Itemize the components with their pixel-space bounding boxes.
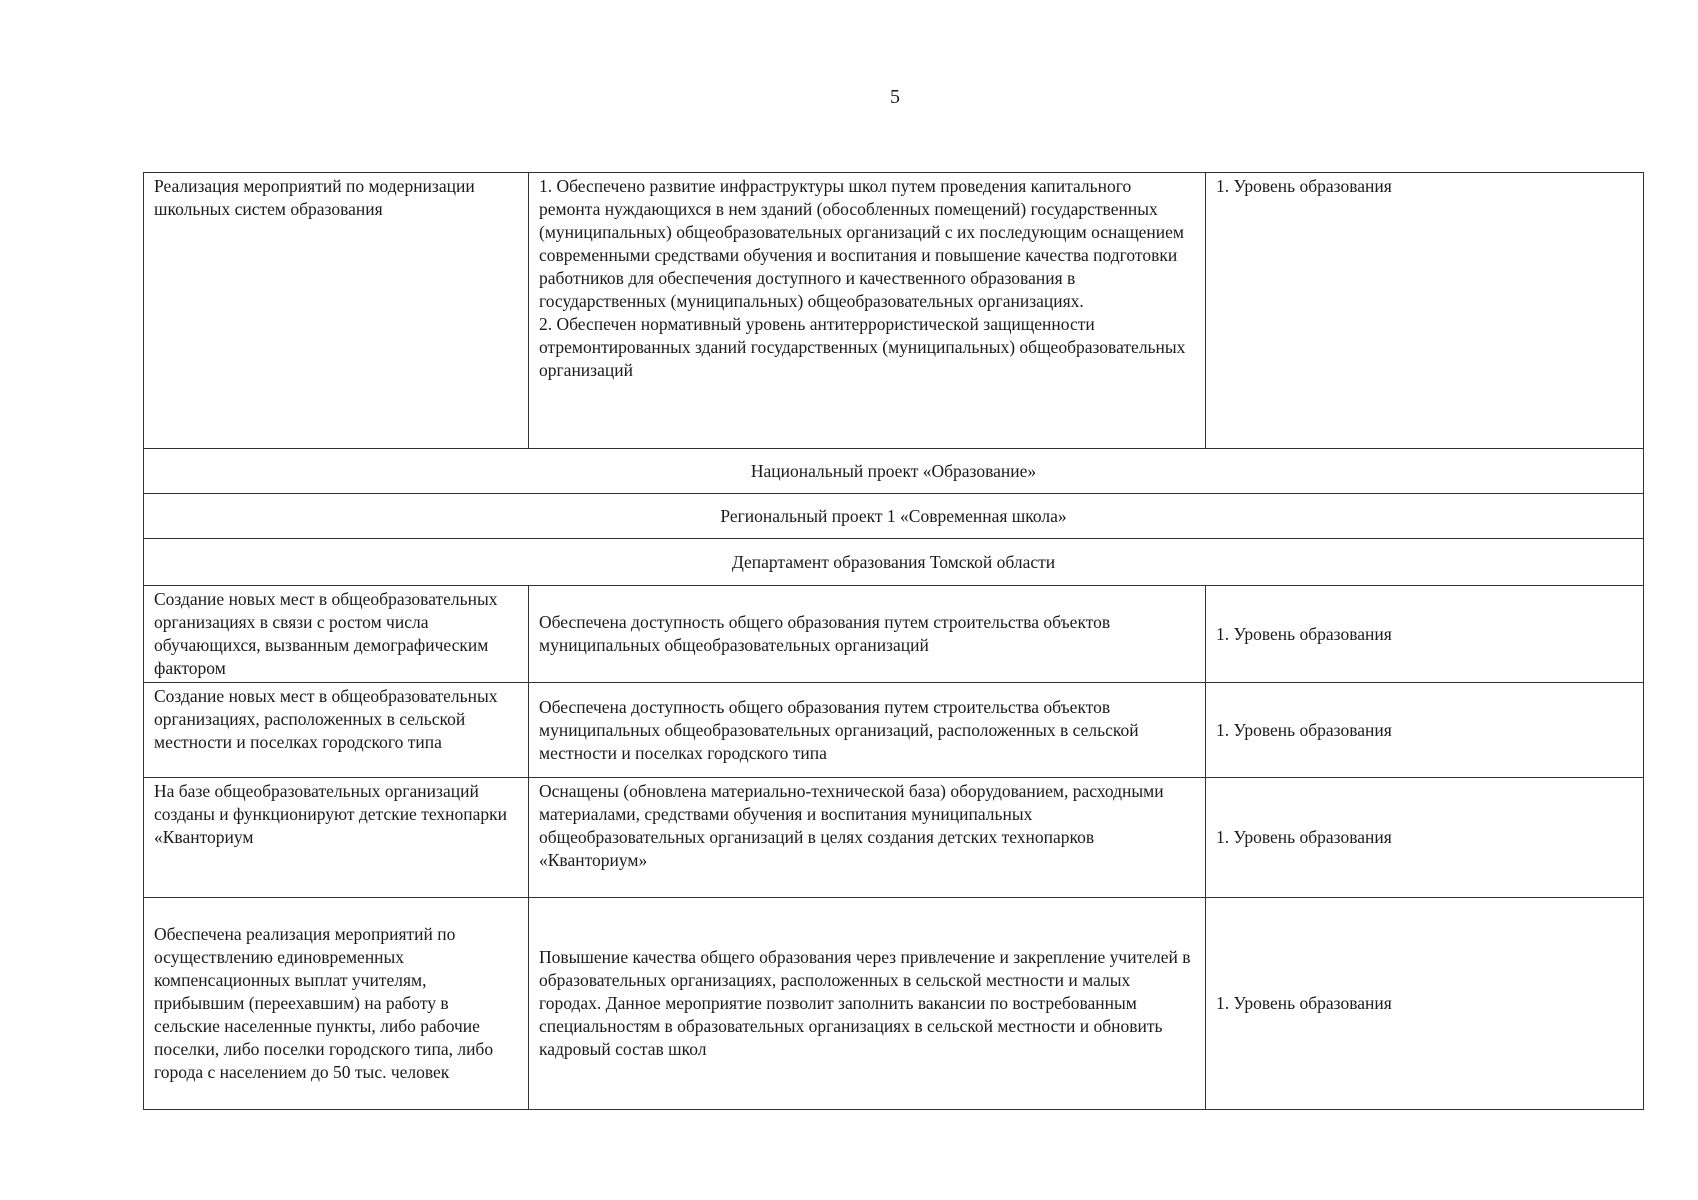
department-header: Департамент образования Томской области bbox=[144, 539, 1644, 586]
indicator-cell: 1. Уровень образования bbox=[1206, 898, 1644, 1110]
result-cell: Повышение качества общего образования через привлечение и закрепление учителей в образовательных организациях, расположенных в сельской местности и малых городах. Данное мероприятие позволит заполнить вакансии по востребованным специальностям в образовательных организациях в сельской местности и обновить кадровый состав школ bbox=[529, 898, 1206, 1110]
results-table bbox=[143, 172, 1644, 1110]
national-project-header: Национальный проект «Образование» bbox=[144, 449, 1644, 494]
section-header-row bbox=[144, 449, 1644, 494]
result-cell: Оснащены (обновлена материально-технической база) оборудованием, расходными материалами, средствами обучения и воспитания муниципальных общеобразовательных организаций в целях создания детских технопарков «Кванториум» bbox=[529, 778, 1206, 898]
indicator-cell: 1. Уровень образования bbox=[1206, 586, 1644, 683]
regional-project-header: Региональный проект 1 «Современная школа» bbox=[144, 494, 1644, 539]
table-row bbox=[144, 683, 1644, 778]
table-row bbox=[144, 586, 1644, 683]
activity-cell: Создание новых мест в общеобразовательных организациях, расположенных в сельской местности и поселках городского типа bbox=[144, 683, 529, 778]
result-paragraph: 2. Обеспечен нормативный уровень антитеррористической защищенности отремонтированных зданий государственных (муниципальных) общеобразовательных организаций bbox=[539, 314, 1186, 380]
section-header-row bbox=[144, 539, 1644, 586]
result-cell: Обеспечена доступность общего образования путем строительства объектов муниципальных общеобразовательных организаций, расположенных в сельской местности и поселках городского типа bbox=[529, 683, 1206, 778]
indicator-cell: 1. Уровень образования bbox=[1206, 683, 1644, 778]
table-row bbox=[144, 898, 1644, 1110]
result-cell bbox=[529, 173, 1206, 449]
section-header-row bbox=[144, 494, 1644, 539]
result-paragraph: 1. Обеспечено развитие инфраструктуры школ путем проведения капитального ремонта нуждающихся в нем зданий (обособленных помещений) государственных (муниципальных) общеобразовательных организаций с их последующим оснащением современными средствами обучения и воспитания и повышение качества подготовки работников для обеспечения доступного и качественного образования в государственных (муниципальных) общеобразовательных организациях. bbox=[539, 176, 1185, 311]
table-row bbox=[144, 778, 1644, 898]
indicator-cell: 1. Уровень образования bbox=[1206, 173, 1644, 449]
activity-cell: Реализация мероприятий по модернизации школьных систем образования bbox=[144, 173, 529, 449]
activity-cell: Обеспечена реализация мероприятий по осуществлению единовременных компенсационных выплат учителям, прибывшим (переехавшим) на работу в сельские населенные пункты, либо рабочие поселки, либо поселки городского типа, либо города с населением до 50 тыс. человек bbox=[144, 898, 529, 1110]
table-row bbox=[144, 173, 1644, 449]
activity-cell: На базе общеобразовательных организаций созданы и функционируют детские технопарки «Кванториум bbox=[144, 778, 529, 898]
page-number: 5 bbox=[890, 86, 900, 108]
indicator-cell: 1. Уровень образования bbox=[1206, 778, 1644, 898]
result-cell: Обеспечена доступность общего образования путем строительства объектов муниципальных общеобразовательных организаций bbox=[529, 586, 1206, 683]
activity-cell: Создание новых мест в общеобразовательных организациях в связи с ростом числа обучающихся, вызванным демографическим фактором bbox=[144, 586, 529, 683]
